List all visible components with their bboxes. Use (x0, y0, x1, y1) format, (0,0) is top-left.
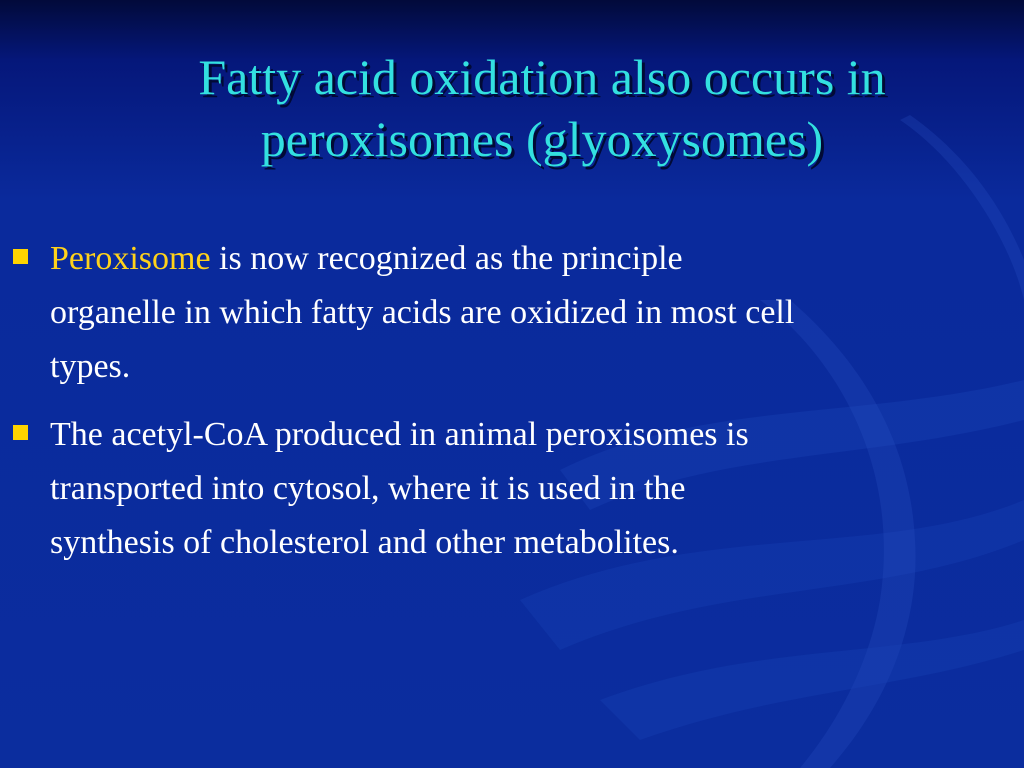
slide-title (60, 46, 1024, 170)
square-bullet-icon (13, 425, 28, 440)
square-bullet-icon (13, 249, 28, 264)
bullet-item-acetyl-coa (0, 408, 1024, 570)
bullet-text: is now recognized as the principle (210, 240, 683, 277)
highlighted-term: Peroxisome (50, 240, 211, 277)
bullet-line (50, 232, 1008, 286)
bullet-line: organelle in which fatty acids are oxidized in most cell (50, 294, 795, 331)
slide-title-line-2: peroxisomes (glyoxysomes) (260, 111, 824, 167)
bullet-list (0, 232, 1024, 584)
slide-title-line-1: Fatty acid oxidation also occurs in (198, 49, 886, 105)
bullet-line: The acetyl-CoA produced in animal peroxisomes is (50, 416, 749, 453)
bullet-line: types. (50, 348, 131, 385)
bullet-line: synthesis of cholesterol and other metabolites. (50, 524, 679, 561)
bullet-item-peroxisome (0, 232, 1024, 394)
bullet-line: transported into cytosol, where it is used in the (50, 470, 686, 507)
